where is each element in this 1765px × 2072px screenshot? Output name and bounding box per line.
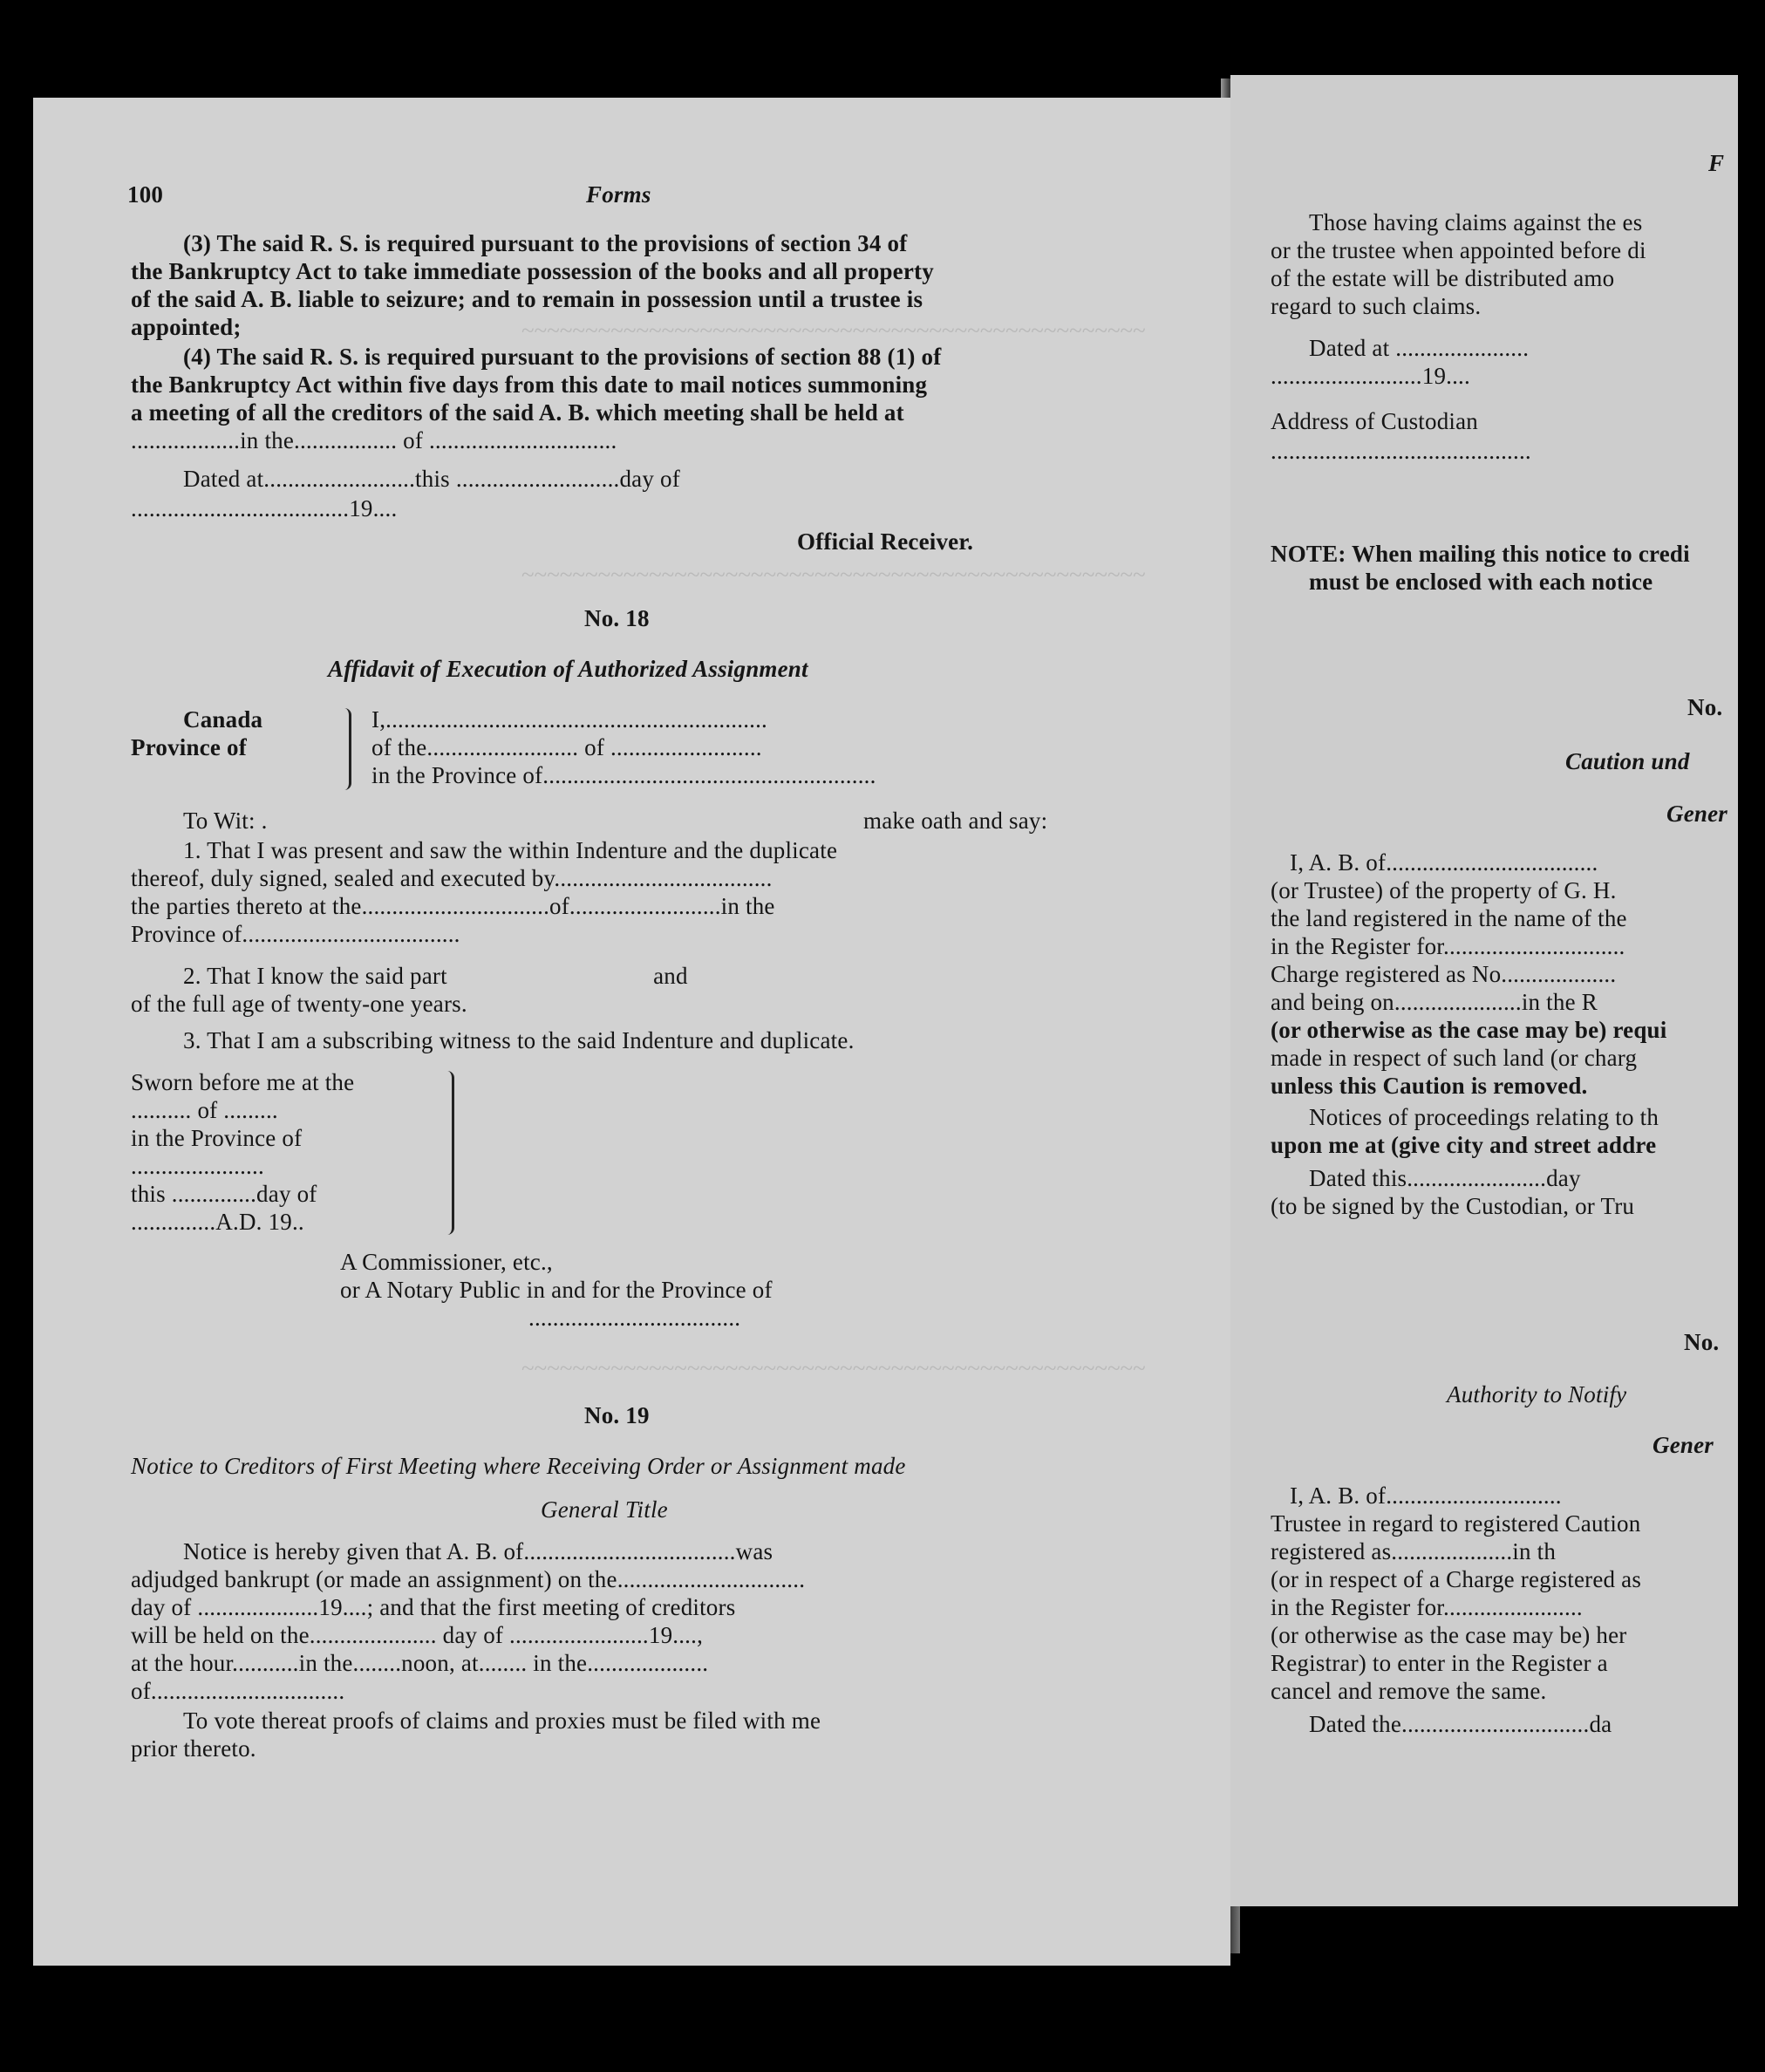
text-line: registered as....................in th (1271, 1538, 1557, 1564)
form-title: Authority to Notify (1447, 1381, 1627, 1407)
commissioner-line: A Commissioner, etc., (340, 1249, 553, 1275)
jurat-line: .......... of ......... (131, 1097, 278, 1123)
text-line: (or otherwise as the case may be) requi (1271, 1017, 1667, 1043)
text-line: a meeting of all the creditors of the said A. B. which meeting shall be held at (131, 399, 904, 426)
text-line: (to be signed by the Custodian, or Tru (1271, 1193, 1635, 1219)
to-wit: To Wit: . (183, 808, 268, 834)
jurat-line: ..............A.D. 19.. (131, 1209, 304, 1235)
running-head: F (1708, 150, 1725, 176)
text-line: cancel and remove the same. (1271, 1678, 1547, 1704)
text-line: Province of.................................... (131, 921, 460, 947)
venue-label: Province of (131, 734, 247, 760)
right-page (1230, 75, 1738, 1906)
left-page (33, 98, 1230, 1966)
text-line: upon me at (give city and street addre (1271, 1132, 1657, 1158)
text-line: 1. That I was present and saw the within Indenture and the duplicate (183, 837, 838, 863)
commissioner-line: or A Notary Public in and for the Province of (340, 1277, 773, 1303)
text-line: regard to such claims. (1271, 293, 1482, 319)
commissioner-line: ................................... (528, 1305, 741, 1331)
signature-line: Official Receiver. (797, 528, 974, 555)
page-number: 100 (127, 181, 164, 208)
text-line: (3) The said R. S. is required pursuant to the provisions of section 34 of (183, 230, 908, 256)
text-line: Those having claims against the es (1309, 209, 1643, 235)
text-line: adjudged bankrupt (or made an assignment) on the............................... (131, 1566, 806, 1592)
text-line: Dated this.......................day (1309, 1165, 1581, 1191)
text-line: Address of Custodian (1271, 408, 1478, 434)
venue-field: I,............................................................... (371, 706, 767, 733)
text-line: Notices of proceedings relating to th (1309, 1104, 1659, 1130)
running-head: Forms (586, 181, 651, 208)
text-line: 2. That I know the said part and (183, 963, 688, 989)
text-line: (4) The said R. S. is required pursuant to the provisions of section 88 (1) of (183, 344, 942, 370)
text-line: ........................................... (1271, 438, 1531, 464)
text-line: ....................................19.... (131, 495, 398, 521)
form-subtitle: General Title (541, 1496, 668, 1523)
text-line: of the estate will be distributed amo (1271, 265, 1615, 291)
text-line: Trustee in regard to registered Caution (1271, 1510, 1641, 1537)
text-line: I, A. B. of................................... (1290, 849, 1598, 876)
text-line: 3. That I am a subscribing witness to the said Indenture and duplicate. (183, 1027, 855, 1053)
text-line: and being on.....................in the R (1271, 989, 1598, 1015)
text-line: or the trustee when appointed before di (1271, 237, 1646, 263)
jurat-line: Sworn before me at the (131, 1069, 355, 1095)
bleed-through: ~~~~~~~~~~~~~~~~~~~~~~~~~~~~~~~~~~~~~~~~~~~~~~~~~ (521, 1355, 1146, 1381)
form-subtitle: Gener (1666, 801, 1728, 827)
form-title: Affidavit of Execution of Authorized Assignment (328, 656, 808, 682)
note-line: NOTE: When mailing this notice to credi (1271, 541, 1690, 567)
text-line: unless this Caution is removed. (1271, 1073, 1588, 1099)
text-line: will be held on the..................... day of .......................19...., (131, 1622, 704, 1648)
text-line: prior thereto. (131, 1735, 256, 1762)
form-number: No. (1687, 694, 1723, 720)
oath-text: make oath and say: (863, 808, 1048, 834)
text-line: Dated the...............................da (1309, 1711, 1612, 1737)
text-line: ..................in the................. of ............................... (131, 427, 617, 453)
jurat-line: in the Province of (131, 1125, 303, 1151)
text-line: of the said A. B. liable to seizure; and to remain in possession until a trustee is (131, 286, 923, 312)
text-line: the parties thereto at the...............................of.........................in the (131, 893, 775, 919)
brace (441, 1071, 454, 1235)
text-line: appointed; (131, 314, 242, 340)
text-line: Charge registered as No................... (1271, 961, 1617, 987)
text-line: Dated at.........................this ...........................day of (183, 466, 680, 492)
form-title: Caution und (1565, 748, 1690, 774)
text-line: Registrar) to enter in the Register a (1271, 1650, 1608, 1676)
form-subtitle: Gener (1653, 1432, 1714, 1458)
note-line: must be enclosed with each notice (1309, 569, 1653, 595)
venue-field: of the......................... of ......................... (371, 734, 762, 760)
text-line: (or otherwise as the case may be) her (1271, 1622, 1627, 1648)
form-number: No. (1684, 1329, 1720, 1355)
text-line: (or in respect of a Charge registered as (1271, 1566, 1642, 1592)
text-line: of................................ (131, 1678, 345, 1704)
text-line: To vote thereat proofs of claims and proxies must be filed with me (183, 1707, 821, 1734)
brace (340, 708, 351, 790)
bleed-through: ~~~~~~~~~~~~~~~~~~~~~~~~~~~~~~~~~~~~~~~~~~~~~~~~~ (521, 317, 1146, 344)
text-line: in the Register for.............................. (1271, 933, 1625, 959)
form-title: Notice to Creditors of First Meeting where Receiving Order or Assignment made (131, 1453, 906, 1479)
jurat-line: ...................... (131, 1153, 264, 1179)
text-line: day of ....................19....; and that the first meeting of creditors (131, 1594, 736, 1620)
venue-label: Canada (183, 706, 263, 733)
text-line: I, A. B. of............................. (1290, 1482, 1562, 1509)
text-line: of the full age of twenty-one years. (131, 991, 467, 1017)
text-line: in the Register for....................... (1271, 1594, 1583, 1620)
text-line: the Bankruptcy Act within five days from this date to mail notices summoning (131, 371, 928, 398)
text-line: (or Trustee) of the property of G. H. (1271, 877, 1617, 903)
form-number: No. 19 (584, 1402, 650, 1428)
text-line: made in respect of such land (or charg (1271, 1045, 1638, 1071)
text-line: thereof, duly signed, sealed and executed by.................................... (131, 865, 773, 891)
form-number: No. 18 (584, 605, 650, 631)
text-line: the land registered in the name of the (1271, 905, 1627, 931)
text-line: Dated at ...................... (1309, 335, 1530, 361)
text-line: .........................19.... (1271, 363, 1470, 389)
text-line: Notice is hereby given that A. B. of...................................was (183, 1538, 773, 1564)
bleed-through: ~~~~~~~~~~~~~~~~~~~~~~~~~~~~~~~~~~~~~~~~~~~~~~~~~ (521, 562, 1146, 588)
text-line: the Bankruptcy Act to take immediate possession of the books and all property (131, 258, 934, 284)
text-line: at the hour...........in the........noon, at........ in the.................... (131, 1650, 709, 1676)
venue-field: in the Province of....................................................... (371, 762, 876, 788)
jurat-line: this ..............day of (131, 1181, 317, 1207)
